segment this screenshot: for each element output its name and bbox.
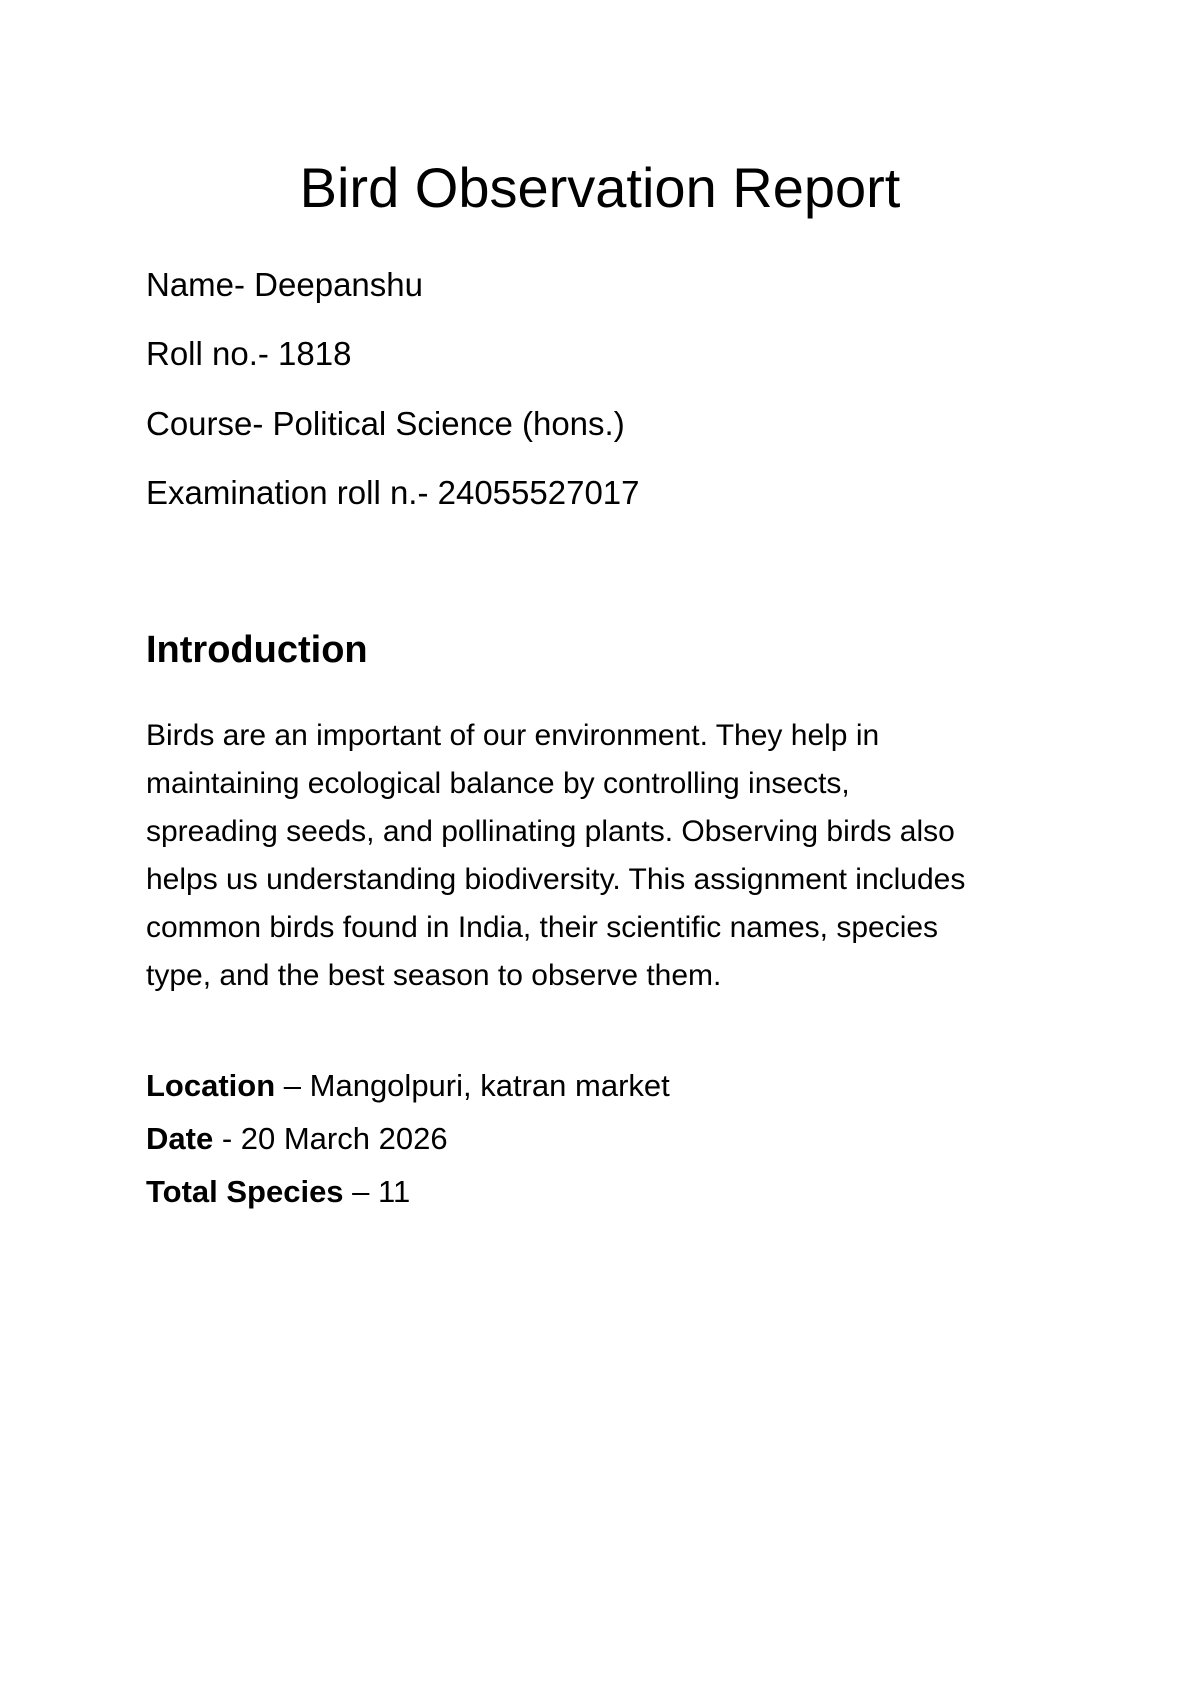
total-species-label: Total Species <box>146 1174 344 1209</box>
total-species-separator: – <box>343 1174 379 1209</box>
location-line <box>146 1066 1106 1106</box>
location-value: Mangolpuri, katran market <box>309 1068 670 1103</box>
introduction-line: helps us understanding biodiversity. This assignment includes <box>146 863 966 896</box>
roll-number: Roll no.- 1818 <box>146 335 352 372</box>
student-name: Name- Deepanshu <box>146 266 423 303</box>
total-species-value: 11 <box>378 1174 411 1209</box>
location-label: Location <box>146 1068 276 1103</box>
introduction-paragraph <box>146 712 1066 1000</box>
introduction-line: type, and the best season to observe them. <box>146 959 722 992</box>
examination-roll-number: Examination roll n.- 24055527017 <box>146 474 640 511</box>
date-value: 20 March 2026 <box>240 1121 448 1156</box>
introduction-heading: Introduction <box>146 629 368 671</box>
date-label: Date <box>146 1121 214 1156</box>
introduction-line: common birds found in India, their scientific names, species <box>146 911 939 944</box>
date-line <box>146 1119 1106 1159</box>
course: Course- Political Science (hons.) <box>146 405 625 442</box>
report-title: Bird Observation Report <box>299 156 901 219</box>
total-species-line <box>146 1172 1106 1212</box>
date-separator: - <box>213 1121 241 1156</box>
introduction-line: Birds are an important of our environment. They help in <box>146 719 880 752</box>
location-separator: – <box>275 1068 310 1103</box>
introduction-line: spreading seeds, and pollinating plants. Observing birds also <box>146 815 955 848</box>
introduction-line: maintaining ecological balance by controlling insects, <box>146 767 850 800</box>
